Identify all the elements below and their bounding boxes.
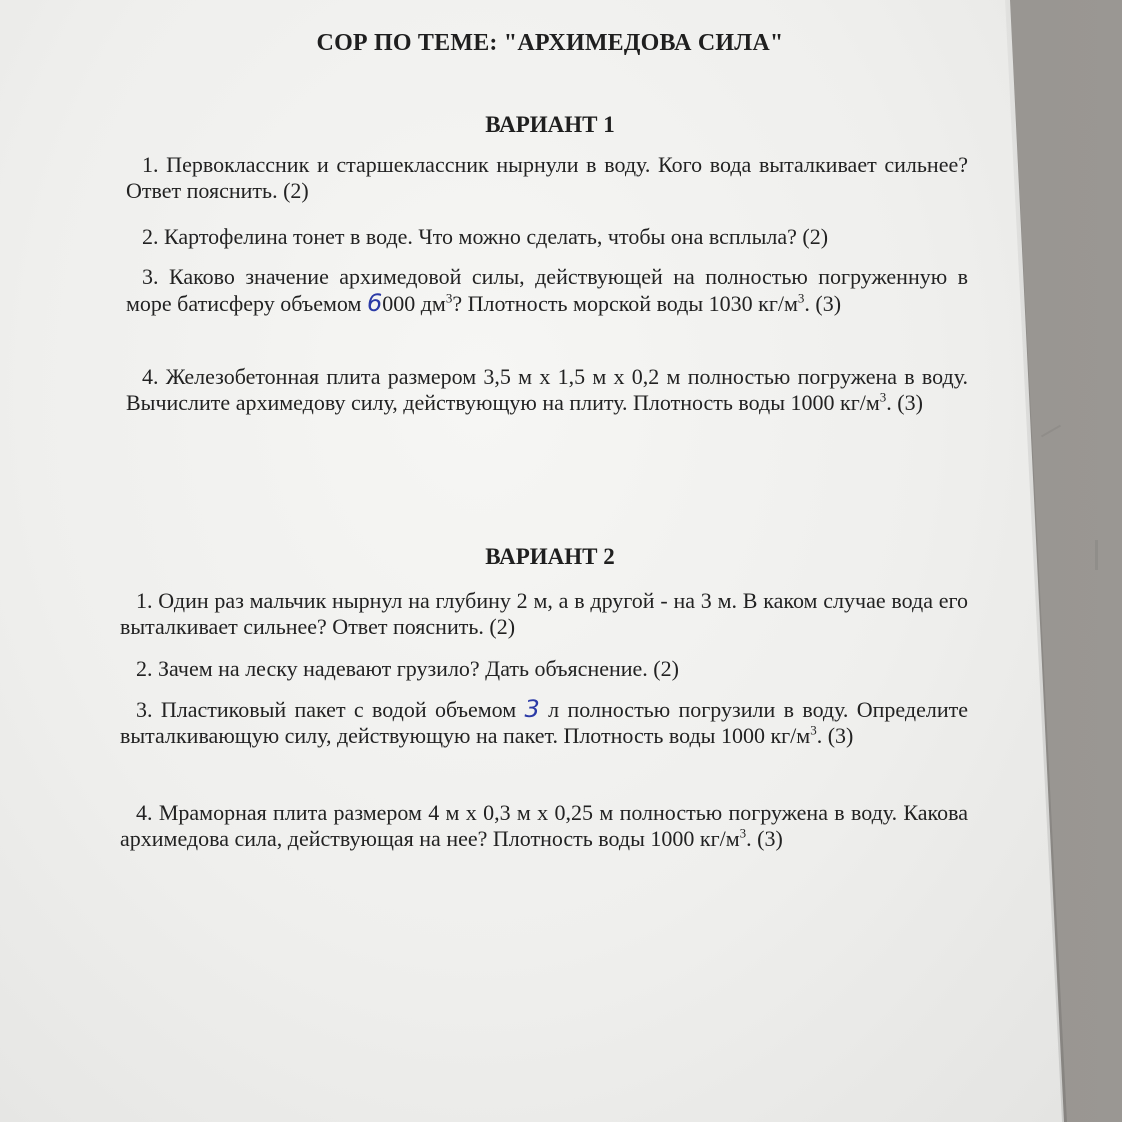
task-text: 3. Пластиковый пакет с водой объемом xyxy=(136,697,525,722)
task-text: . (3) xyxy=(886,390,923,415)
variant-2-task-1: 1. Один раз мальчик нырнул на глубину 2 м, а в другой - на 3 м. В каком случае вода его выталкивает сильнее? Ответ пояснить. (2) xyxy=(120,588,968,639)
paper-crease-mark xyxy=(1041,425,1061,438)
task-text: 000 дм xyxy=(382,291,446,316)
task-text: . (3) xyxy=(816,723,854,748)
task-text: 4. Мраморная плита размером 4 м х 0,3 м х 0,25 м полностью погружена в воду. Какова архимедова сила, действующая на нее? Плотность воды 1000 кг/м xyxy=(120,800,968,851)
task-text: . (3) xyxy=(746,826,783,851)
superscript: 3 xyxy=(810,722,817,738)
handwritten-digit: 3 xyxy=(524,695,540,723)
task-text: ? Плотность морской воды 1030 кг/м xyxy=(452,291,798,316)
variant-1-task-3 xyxy=(126,264,968,317)
task-text: . (3) xyxy=(804,291,842,316)
handwritten-digit: 6 xyxy=(366,289,383,317)
variant-2-task-3 xyxy=(120,696,968,749)
task-text: л полностью погрузили в воду. Определите выталкивающую силу, действующую на пакет. Плотность воды 1000 кг/м xyxy=(120,697,968,748)
document-title: СОР ПО ТЕМЕ: "АРХИМЕДОВА СИЛА" xyxy=(316,30,784,56)
superscript: 3 xyxy=(445,290,453,306)
variant-1-heading: ВАРИАНТ 1 xyxy=(485,112,615,137)
variant-2-task-4 xyxy=(120,800,968,852)
variant-1-task-4 xyxy=(126,364,968,416)
task-text: 3. Каково значение архимедовой силы, действующей на полностью погруженную в море батисферу объемом xyxy=(126,264,968,316)
variant-1-task-2: 2. Картофелина тонет в воде. Что можно сделать, чтобы она всплыла? (2) xyxy=(142,224,829,249)
variant-1-task-1: 1. Первоклассник и старшеклассник нырнули в воду. Кого вода выталкивает сильнее? Ответ пояснить. (2) xyxy=(126,152,968,203)
superscript: 3 xyxy=(797,290,805,306)
superscript: 3 xyxy=(739,825,747,841)
variant-2-task-2: 2. Зачем на леску надевают грузило? Дать объяснение. (2) xyxy=(136,656,679,681)
superscript: 3 xyxy=(879,389,887,405)
variant-2-heading: ВАРИАНТ 2 xyxy=(485,544,615,569)
task-text: 4. Железобетонная плита размером 3,5 м х 1,5 м х 0,2 м полностью погружена в воду. Вычислите архимедову силу, действующую на плиту. Плотность воды 1000 кг/м xyxy=(126,364,968,415)
